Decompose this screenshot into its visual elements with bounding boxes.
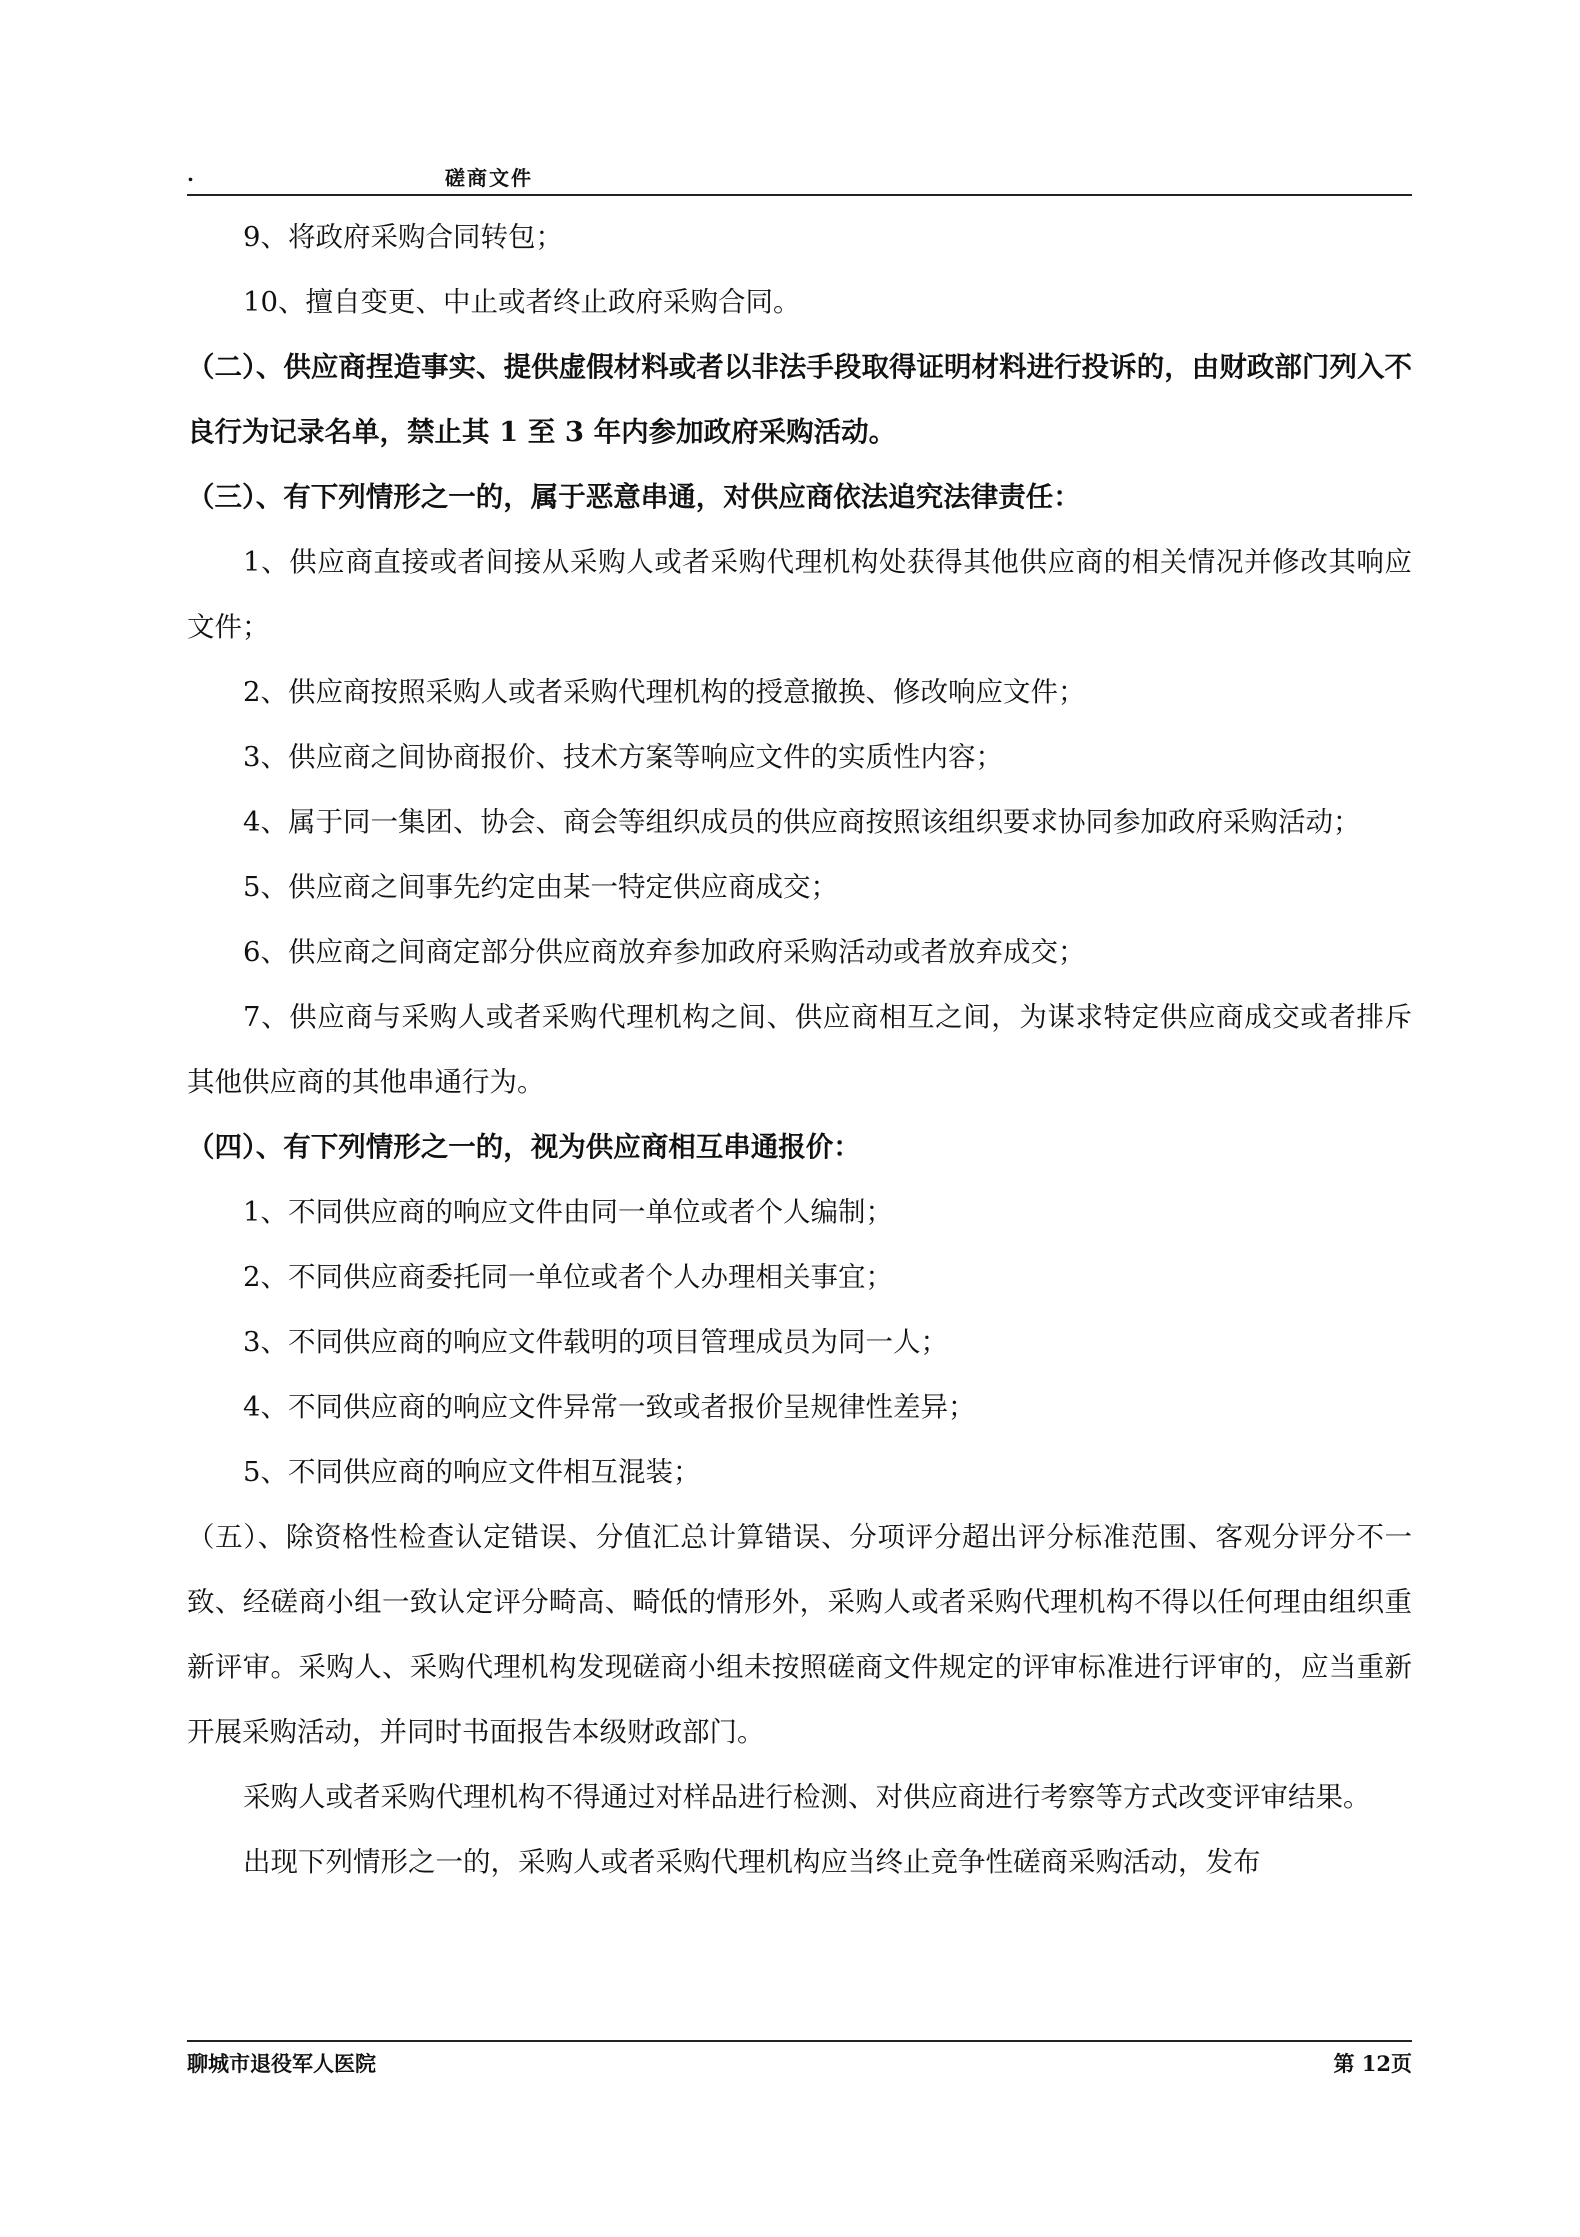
section-heading: （二）、供应商捏造事实、提供虚假材料或者以非法手段取得证明材料进行投诉的，由财政部门列入不良行为记录名单，禁止其 1 至 3 年内参加政府采购活动。	[187, 351, 1412, 448]
paragraph: 1、不同供应商的响应文件由同一单位或者个人编制；	[243, 1196, 893, 1228]
section-heading: （三）、有下列情形之一的，属于恶意串通，对供应商依法追究法律责任：	[187, 481, 1081, 513]
paragraph: 出现下列情形之一的，采购人或者采购代理机构应当终止竞争性磋商采购活动，发布	[243, 1846, 1261, 1878]
paragraph: 5、供应商之间事先约定由某一特定供应商成交；	[243, 871, 838, 903]
paragraph: 6、供应商之间商定部分供应商放弃参加政府采购活动或者放弃成交；	[243, 936, 1086, 968]
paragraph: 9、将政府采购合同转包；	[243, 221, 563, 253]
paragraph: 2、供应商按照采购人或者采购代理机构的授意撤换、修改响应文件；	[243, 676, 1086, 708]
document-body	[187, 205, 1412, 1895]
paragraph: 7、供应商与采购人或者采购代理机构之间、供应商相互之间，为谋求特定供应商成交或者排斥其他供应商的其他串通行为。	[187, 1001, 1412, 1098]
page-header	[187, 158, 1412, 196]
header-dot: .	[187, 162, 194, 186]
header-title: 磋商文件	[445, 166, 533, 190]
paragraph: 10、擅自变更、中止或者终止政府采购合同。	[243, 286, 801, 318]
page-footer	[187, 2040, 1412, 2076]
footer-organization: 聊城市退役军人医院	[187, 2051, 376, 2076]
paragraph: 5、不同供应商的响应文件相互混装；	[243, 1456, 701, 1488]
paragraph: 1、供应商直接或者间接从采购人或者采购代理机构处获得其他供应商的相关情况并修改其响应文件；	[187, 546, 1412, 643]
paragraph: 2、不同供应商委托同一单位或者个人办理相关事宜；	[243, 1261, 893, 1293]
paragraph: 采购人或者采购代理机构不得通过对样品进行检测、对供应商进行考察等方式改变评审结果。	[243, 1781, 1371, 1813]
section-heading: （四）、有下列情形之一的，视为供应商相互串通报价：	[187, 1131, 861, 1163]
paragraph: 3、不同供应商的响应文件载明的项目管理成员为同一人；	[243, 1326, 948, 1358]
footer-page-number: 第 12页	[1333, 2051, 1412, 2076]
paragraph: 3、供应商之间协商报价、技术方案等响应文件的实质性内容；	[243, 741, 1003, 773]
paragraph: 4、不同供应商的响应文件异常一致或者报价呈规律性差异；	[243, 1391, 976, 1423]
paragraph: 4、属于同一集团、协会、商会等组织成员的供应商按照该组织要求协同参加政府采购活动；	[243, 806, 1361, 838]
section-paragraph: （五）、除资格性检查认定错误、分值汇总计算错误、分项评分超出评分标准范围、客观分评分不一致、经磋商小组一致认定评分畸高、畸低的情形外，采购人或者采购代理机构不得以任何理由组织重新评审。采购人、采购代理机构发现磋商小组未按照磋商文件规定的评审标准进行评审的，应当重新开展采购活动，并同时书面报告本级财政部门。	[187, 1521, 1412, 1748]
